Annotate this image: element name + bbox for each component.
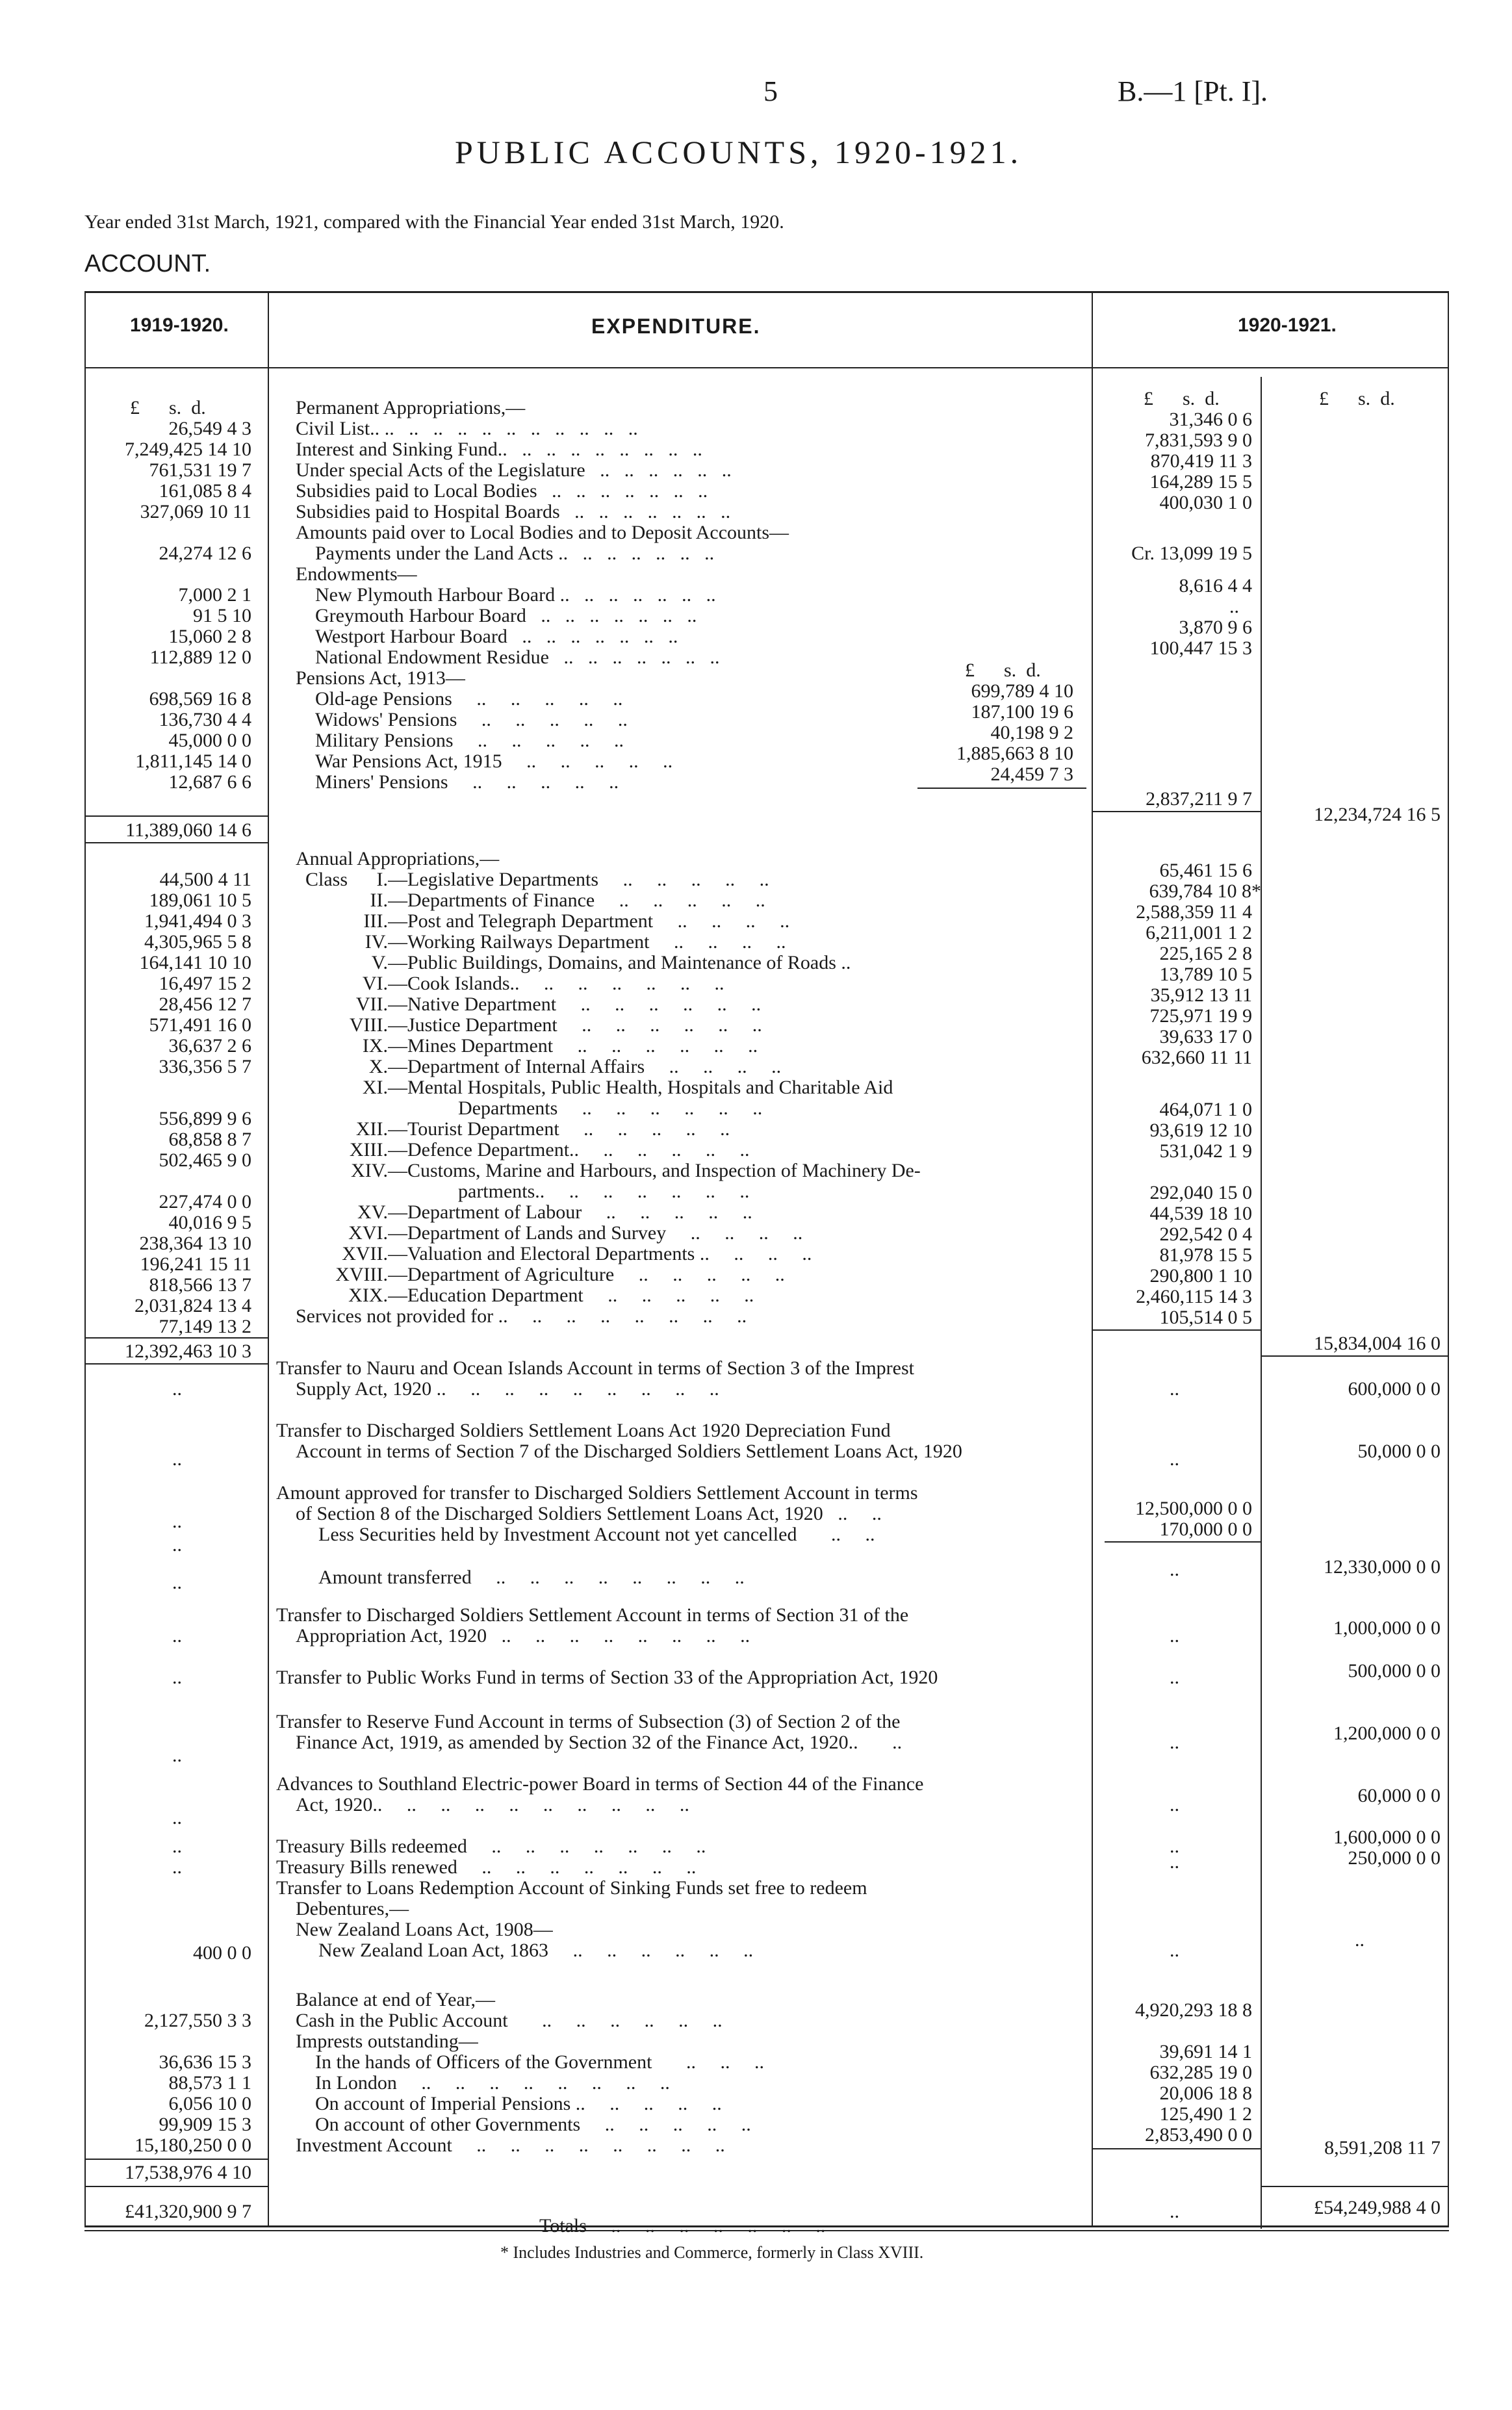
loans-redemption-line1: Transfer to Loans Redemption Account of Sinking Funds set free to redeem [276, 1877, 867, 1899]
table-row-desc: —Department of Agriculture .. .. .. .. .. [388, 1264, 785, 1285]
table-row-inner: 187,100 19 6 [971, 701, 1073, 723]
table-row-desc: Greymouth Harbour Board .. .. .. .. .. .. .. [315, 606, 697, 626]
dots-prev: .. [172, 1667, 182, 1688]
table-row-inner: 4,920,293 18 8 [1135, 1999, 1252, 2021]
class-number: IV. [365, 931, 388, 953]
table-row-prev: 99,909 15 3 [159, 2114, 251, 2135]
table-row-prev: 1,941,494 0 3 [144, 910, 251, 932]
table-row-prev: 2,127,550 3 3 [144, 2010, 251, 2031]
approved-line1: Amount approved for transfer to Discharged Soldiers Settlement Account in terms [276, 1482, 918, 1504]
table-row-curr: 500,000 0 0 [1348, 1660, 1441, 1682]
table-row-curr: 600,000 0 0 [1348, 1378, 1441, 1400]
table-row-desc: —Defence Department.. .. .. .. .. .. [388, 1140, 750, 1160]
currency-head-outer: £ s. d. [1319, 388, 1395, 409]
table-row-curr: 870,419 11 3 [1150, 450, 1252, 472]
class-number: XV. [357, 1201, 388, 1223]
table-row-prev: 4,305,965 5 8 [144, 931, 251, 953]
table-row-curr: 6,211,001 1 2 [1146, 922, 1252, 943]
table-row-desc: —Working Railways Department .. .. .. .. [388, 932, 786, 953]
dots-curr: .. [1170, 1732, 1179, 1753]
table-row-desc: War Pensions Act, 1915 .. .. .. .. .. [315, 751, 673, 772]
page-number: 5 [763, 75, 778, 107]
table-row-desc: —Department of Lands and Survey .. .. .. .. [388, 1223, 803, 1244]
class-number: I. [376, 869, 388, 890]
subtotal-prev: 12,392,463 10 3 [125, 1340, 251, 1362]
table-row-desc: —Customs, Marine and Harbours, and Inspection of Machinery De- [388, 1160, 921, 1181]
table-row-prev: 68,858 8 7 [168, 1129, 251, 1150]
less-desc: Less Securities held by Investment Account not yet cancelled .. .. [318, 1524, 875, 1545]
class-number: XII. [355, 1118, 388, 1140]
class-label: Class [305, 869, 348, 890]
rule [84, 2186, 268, 2187]
table-row-prev: 24,274 12 6 [159, 543, 251, 564]
section-heading: ACCOUNT. [84, 250, 211, 277]
table-row-inner: 40,198 9 2 [990, 722, 1073, 743]
totals-label: Totals .. .. .. .. .. .. .. [539, 2216, 826, 2237]
table-row-inner: 699,789 4 10 [971, 680, 1073, 702]
table-row-curr: 725,971 19 9 [1149, 1005, 1252, 1027]
transfer-nauru-line2: Supply Act, 1920 .. .. .. .. .. .. .. .. .. [296, 1379, 719, 1400]
table-row-desc: —Legislative Departments .. .. .. .. .. [388, 869, 769, 890]
class-number: VIII. [349, 1014, 388, 1036]
table-row-inner: 39,691 14 1 [1159, 2041, 1252, 2062]
table-row-desc: In the hands of Officers of the Government .. .. .. [315, 2052, 764, 2073]
currency-head-prev: £ s. d. [130, 397, 206, 418]
class-number: II. [370, 890, 388, 911]
table-row-prev: 227,474 0 0 [159, 1191, 251, 1212]
dots-curr: .. [1170, 1378, 1179, 1400]
document-reference: B.—1 [Pt. I]. [1118, 75, 1268, 107]
table-row-prev: 698,569 16 8 [149, 688, 251, 710]
table-row-curr: 100,447 15 3 [1149, 637, 1252, 659]
table-row-prev: 161,085 8 4 [159, 480, 251, 502]
transfer-nauru-line1: Transfer to Nauru and Ocean Islands Account in terms of Section 3 of the Imprest [276, 1357, 914, 1379]
pensions-heading: Pensions Act, 1913— [296, 667, 465, 689]
table-row-prev: 238,364 13 10 [139, 1233, 251, 1254]
table-row-curr: 531,042 1 9 [1159, 1140, 1252, 1162]
rule [1092, 811, 1262, 812]
table-row-curr: 81,978 15 5 [1159, 1244, 1252, 1266]
table-row-prev: 15,060 2 8 [168, 626, 251, 647]
subtotal-prev: 11,389,060 14 6 [125, 819, 251, 841]
table-row-curr: .. [1229, 596, 1239, 617]
class-number: XVII. [342, 1243, 388, 1264]
table-row-prev: 336,356 5 7 [159, 1056, 251, 1077]
class-number: X. [368, 1056, 388, 1077]
table-row-curr: 1,200,000 0 0 [1333, 1723, 1441, 1744]
dots-prev: .. [172, 1448, 182, 1470]
table-row-desc: Miners' Pensions .. .. .. .. .. [315, 772, 619, 793]
table-row-curr: 292,040 15 0 [1149, 1182, 1252, 1203]
dots-curr: .. [1170, 1851, 1179, 1873]
table-row-curr: 44,539 18 10 [1149, 1203, 1252, 1224]
class-number: XI. [362, 1077, 388, 1098]
table-row-curr: 3,870 9 6 [1179, 617, 1252, 638]
dots-prev: .. [172, 1378, 182, 1400]
table-row-prev: 88,573 1 1 [168, 2072, 251, 2094]
dots-curr: .. [1170, 1559, 1179, 1580]
table-row-prev: 36,636 15 3 [159, 2051, 251, 2073]
rule [84, 1337, 268, 1339]
table-row-prev: 112,889 12 0 [149, 647, 251, 668]
table-row-prev: 189,061 10 5 [149, 890, 251, 911]
table-row-desc: On account of Imperial Pensions .. .. .. .. .. [315, 2094, 722, 2114]
loans-redemption-line2: Debentures,— [296, 1898, 409, 1919]
table-row-desc: National Endowment Residue .. .. .. .. .. .. .. [315, 647, 720, 668]
table-row-prev: 571,491 16 0 [149, 1014, 251, 1036]
currency-head-pensions: £ s. d. [965, 660, 1041, 681]
table-row-curr: 632,660 11 11 [1141, 1047, 1252, 1068]
dots-curr: .. [1170, 1448, 1179, 1470]
rule [1092, 1329, 1262, 1331]
dots-prev: .. [172, 1807, 182, 1828]
table-row-desc: Civil List.. .. .. .. .. .. .. .. .. .. .. .. [296, 418, 638, 439]
transferred-desc: Amount transferred .. .. .. .. .. .. .. .. [318, 1567, 745, 1588]
table-row-desc: Interest and Sinking Fund.. .. .. .. .. .. .. .. .. [296, 439, 702, 460]
table-row-prev: 7,249,425 14 10 [125, 439, 251, 460]
rule [917, 788, 1086, 789]
dots-prev: .. [172, 1572, 182, 1593]
dots-curr: .. [1170, 1667, 1179, 1688]
table-row-prev: 12,687 6 6 [168, 771, 251, 793]
column-header-1920: 1920-1921. [1238, 314, 1337, 336]
dots-curr: .. [1170, 1625, 1179, 1647]
class-number: VII. [355, 993, 388, 1015]
table-row-curr: 39,633 17 0 [1159, 1026, 1252, 1047]
table-row-desc: New Plymouth Harbour Board .. .. .. .. .. .. .. [315, 585, 716, 606]
dots-curr: .. [1170, 1836, 1179, 1857]
deposit-heading: Amounts paid over to Local Bodies and to Deposit Accounts— [296, 522, 789, 543]
annual-heading: Annual Appropriations,— [296, 848, 500, 869]
table-row-prev: 556,899 9 6 [159, 1108, 251, 1129]
table-row-desc-continued: partments.. .. .. .. .. .. .. [458, 1181, 750, 1202]
transfer-s31-line2: Appropriation Act, 1920 .. .. .. .. .. .. .. .. [296, 1626, 750, 1647]
cash-desc: Cash in the Public Account .. .. .. .. .. .. [296, 2010, 723, 2031]
rule [1261, 1355, 1449, 1357]
table-row-curr: 50,000 0 0 [1357, 1441, 1441, 1462]
table-row-prev: 818,566 13 7 [149, 1274, 251, 1296]
table-row-desc: —Department of Internal Affairs .. .. .. .. [388, 1057, 782, 1077]
table-row-curr: 7,831,593 9 0 [1145, 429, 1252, 451]
currency-head-inner: £ s. d. [1144, 388, 1220, 409]
table-row-curr: 225,165 2 8 [1159, 943, 1252, 964]
transfer-dssl-line1: Transfer to Discharged Soldiers Settlement Loans Act 1920 Depreciation Fund [276, 1420, 891, 1441]
table-row-curr: 2,460,115 14 3 [1136, 1286, 1252, 1307]
transfer-public-works: Transfer to Public Works Fund in terms of Section 33 of the Appropriation Act, 1920 [276, 1667, 938, 1688]
footnote: * Includes Industries and Commerce, formerly in Class XVIII. [500, 2243, 924, 2262]
table-row-inner: 12,500,000 0 0 [1135, 1498, 1252, 1519]
table-row-curr: 35,912 13 11 [1150, 984, 1252, 1006]
table-row-curr: 464,071 1 0 [1159, 1099, 1252, 1120]
totals-curr: £54,249,988 4 0 [1314, 2197, 1441, 2218]
subtotal-prev: 17,538,976 4 10 [125, 2162, 251, 2183]
table-row-prev: 26,549 4 3 [168, 418, 251, 439]
class-number: XIX. [348, 1285, 388, 1306]
table-row-desc: —Public Buildings, Domains, and Maintenance of Roads .. [388, 953, 851, 973]
table-row-inner: 170,000 0 0 [1159, 1519, 1252, 1540]
table-row-curr: 13,789 10 5 [1159, 964, 1252, 985]
table-row-desc: Payments under the Land Acts .. .. .. .. .. .. .. [315, 543, 715, 564]
table-row-prev: 136,730 4 4 [159, 709, 251, 730]
transfer-reserve-line2: Finance Act, 1919, as amended by Section 32 of the Finance Act, 1920.. .. [296, 1732, 903, 1753]
balance-total-curr: 8,591,208 11 7 [1324, 2137, 1441, 2159]
table-row-desc: Services not provided for .. .. .. .. .. .. .. .. [296, 1306, 747, 1327]
advance-southland-line2: Act, 1920.. .. .. .. .. .. .. .. .. .. [296, 1795, 689, 1815]
table-row-desc: Westport Harbour Board .. .. .. .. .. .. .. [315, 626, 678, 647]
table-row-desc: —Mental Hospitals, Public Health, Hospitals and Charitable Aid [388, 1077, 893, 1098]
table-row-prev: 7,000 2 1 [178, 584, 251, 606]
rule [84, 815, 268, 817]
table-row-desc: On account of other Governments .. .. .. .. .. [315, 2114, 751, 2135]
table-row-prev: 16,497 15 2 [159, 973, 251, 994]
table-row-desc: —Native Department .. .. .. .. .. .. [388, 994, 762, 1015]
imprests-heading: Imprests outstanding— [296, 2031, 478, 2052]
class-number: XIII. [349, 1139, 388, 1160]
dots-prev: .. [172, 1745, 182, 1766]
permanent-heading: Permanent Appropriations,— [296, 397, 526, 418]
dots-prev: .. [172, 1534, 182, 1556]
table-row-desc: Subsidies paid to Local Bodies .. .. .. .. .. .. .. [296, 481, 708, 502]
table-row-desc: Widows' Pensions .. .. .. .. .. [315, 710, 628, 730]
table-row-prev: 28,456 12 7 [159, 993, 251, 1015]
table-row-prev: 77,149 13 2 [159, 1316, 251, 1337]
table-row-curr: 2,588,359 11 4 [1136, 901, 1252, 923]
dots-curr: .. [1170, 1794, 1179, 1815]
table-row-prev: 36,637 2 6 [168, 1035, 251, 1057]
class-number: XVI. [348, 1222, 388, 1244]
rule [1105, 1541, 1261, 1543]
pension-total: 2,837,211 9 7 [1146, 788, 1252, 810]
table-row-curr: 105,514 0 5 [1159, 1307, 1252, 1328]
table-row-inner: 2,853,490 0 0 [1145, 2124, 1252, 2146]
table-row-curr: 93,619 12 10 [1149, 1120, 1252, 1141]
table-row-curr: 400,030 1 0 [1159, 492, 1252, 513]
table-row-prev: 6,056 10 0 [168, 2093, 251, 2114]
loans-redemption-line3: New Zealand Loans Act, 1908— [296, 1919, 553, 1940]
table-row-desc: Investment Account .. .. .. .. .. .. .. .. [296, 2135, 725, 2156]
rule [84, 842, 268, 843]
table-row-inner: 20,006 18 8 [1159, 2083, 1252, 2104]
table-row-curr: 1,600,000 0 0 [1333, 1827, 1441, 1848]
transfer-reserve-line1: Transfer to Reserve Fund Account in terms of Subsection (3) of Section 2 of the [276, 1711, 901, 1732]
balance-heading: Balance at end of Year,— [296, 1989, 496, 2010]
table-row-prev: 400 0 0 [193, 1942, 251, 1964]
table-row-desc: In London .. .. .. .. .. .. .. .. [315, 2073, 670, 2094]
table-row-prev: 45,000 0 0 [168, 730, 251, 751]
table-row-desc: Under special Acts of the Legislature .. .. .. .. .. .. [296, 460, 732, 481]
table-row-desc: —Mines Department .. .. .. .. .. .. [388, 1036, 758, 1057]
treasury-bills-renewed: Treasury Bills renewed .. .. .. .. .. .. .. [276, 1857, 697, 1878]
dots-curr: .. [1170, 2201, 1179, 2222]
class-number: V. [371, 952, 388, 973]
table-row-curr: 639,784 10 8* [1149, 880, 1261, 902]
loans-redemption-line4: New Zealand Loan Act, 1863 .. .. .. .. .. .. [318, 1940, 754, 1961]
table-row-curr: 12,330,000 0 0 [1324, 1556, 1441, 1578]
table-row-desc: —Cook Islands.. .. .. .. .. .. .. [388, 973, 724, 994]
transfer-s31-line1: Transfer to Discharged Soldiers Settlement Account in terms of Section 31 of the [276, 1604, 909, 1626]
class-number: IX. [362, 1035, 388, 1057]
table-row-desc: Subsidies paid to Hospital Boards .. .. .. .. .. .. .. [296, 502, 731, 522]
rule [1092, 2148, 1262, 2149]
table-row-curr: 31,346 0 6 [1169, 409, 1252, 430]
page-title: PUBLIC ACCOUNTS, 1920-1921. [455, 134, 1023, 170]
table-row-prev: 502,465 9 0 [159, 1149, 251, 1171]
endowments-heading: Endowments— [296, 563, 417, 585]
table-row-desc: —Department of Labour .. .. .. .. .. [388, 1202, 752, 1223]
dots-prev: .. [172, 1836, 182, 1857]
table-row-prev: 2,031,824 13 4 [135, 1295, 251, 1316]
rule [84, 2159, 268, 2160]
column-header-1919: 1919-1920. [130, 314, 229, 336]
table-row-prev: 91 5 10 [193, 605, 251, 626]
table-row-prev: 44,500 4 11 [159, 869, 251, 890]
dots-curr-outer: .. [1355, 1929, 1365, 1951]
table-row-inner: 632,285 19 0 [1149, 2062, 1252, 2083]
table-row-curr: 60,000 0 0 [1357, 1785, 1441, 1806]
dots-prev: .. [172, 1856, 182, 1878]
table-row-desc: —Departments of Finance .. .. .. .. .. [388, 890, 765, 911]
class-number: III. [363, 910, 388, 932]
subtitle: Year ended 31st March, 1921, compared with the Financial Year ended 31st March, 1920. [84, 211, 784, 233]
column-header-expenditure: EXPENDITURE. [591, 314, 761, 338]
table-row-curr: Cr. 13,099 19 5 [1131, 543, 1252, 564]
table-row-prev: 327,069 10 11 [140, 501, 251, 522]
class-number: XVIII. [335, 1264, 388, 1285]
dots-curr: .. [1170, 1940, 1179, 1961]
table-row-inner: 1,885,663 8 10 [956, 743, 1073, 764]
table-row-desc-continued: Departments .. .. .. .. .. .. [458, 1098, 763, 1119]
subtotal-curr: 15,834,004 16 0 [1314, 1333, 1441, 1354]
table-row-desc: Military Pensions .. .. .. .. .. [315, 730, 624, 751]
table-row-prev: 196,241 15 11 [140, 1253, 251, 1275]
table-row-desc: —Tourist Department .. .. .. .. .. [388, 1119, 730, 1140]
table-row-desc: —Post and Telegraph Department .. .. .. .. [388, 911, 790, 932]
class-number: VI. [362, 973, 388, 994]
table-row-desc: —Justice Department .. .. .. .. .. .. [388, 1015, 762, 1036]
dots-prev: .. [172, 1625, 182, 1647]
totals-prev: £41,320,900 9 7 [125, 2201, 251, 2222]
table-row-prev: 164,141 10 10 [139, 952, 251, 973]
table-row-desc: —Education Department .. .. .. .. .. [388, 1285, 754, 1306]
rule [84, 1363, 268, 1365]
table-row-desc: —Valuation and Electoral Departments .. .. .. .. [388, 1244, 812, 1264]
table-row-desc: Old-age Pensions .. .. .. .. .. [315, 689, 623, 710]
approved-line2: of Section 8 of the Discharged Soldiers Settlement Loans Act, 1920 .. .. [296, 1504, 882, 1524]
rule [1261, 2186, 1449, 2187]
table-row-inner: 24,459 7 3 [990, 763, 1073, 785]
subtotal-curr: 12,234,724 16 5 [1314, 804, 1441, 825]
advance-southland-line1: Advances to Southland Electric-power Board in terms of Section 44 of the Finance [276, 1773, 924, 1795]
table-row-curr: 290,800 1 10 [1149, 1265, 1252, 1287]
class-number: XIV. [351, 1160, 388, 1181]
table-row-inner: 125,490 1 2 [1159, 2103, 1252, 2125]
table-row-prev: 1,811,145 14 0 [135, 750, 251, 772]
table-row-curr: 1,000,000 0 0 [1333, 1617, 1441, 1639]
transfer-dssl-line2: Account in terms of Section 7 of the Discharged Soldiers Settlement Loans Act, 1920 [296, 1441, 962, 1462]
table-row-prev: 15,180,250 0 0 [135, 2134, 251, 2156]
table-row-curr: 250,000 0 0 [1348, 1847, 1441, 1869]
treasury-bills-redeemed: Treasury Bills redeemed .. .. .. .. .. .. .. [276, 1836, 706, 1857]
table-row-curr: 164,289 15 5 [1149, 471, 1252, 493]
table-row-curr: 8,616 4 4 [1179, 575, 1252, 596]
table-row-prev: 761,531 19 7 [149, 459, 251, 481]
table-row-prev: 40,016 9 5 [168, 1212, 251, 1233]
table-row-curr: 292,542 0 4 [1159, 1224, 1252, 1245]
table-row-curr: 65,461 15 6 [1159, 860, 1252, 881]
dots-prev: .. [172, 1511, 182, 1532]
